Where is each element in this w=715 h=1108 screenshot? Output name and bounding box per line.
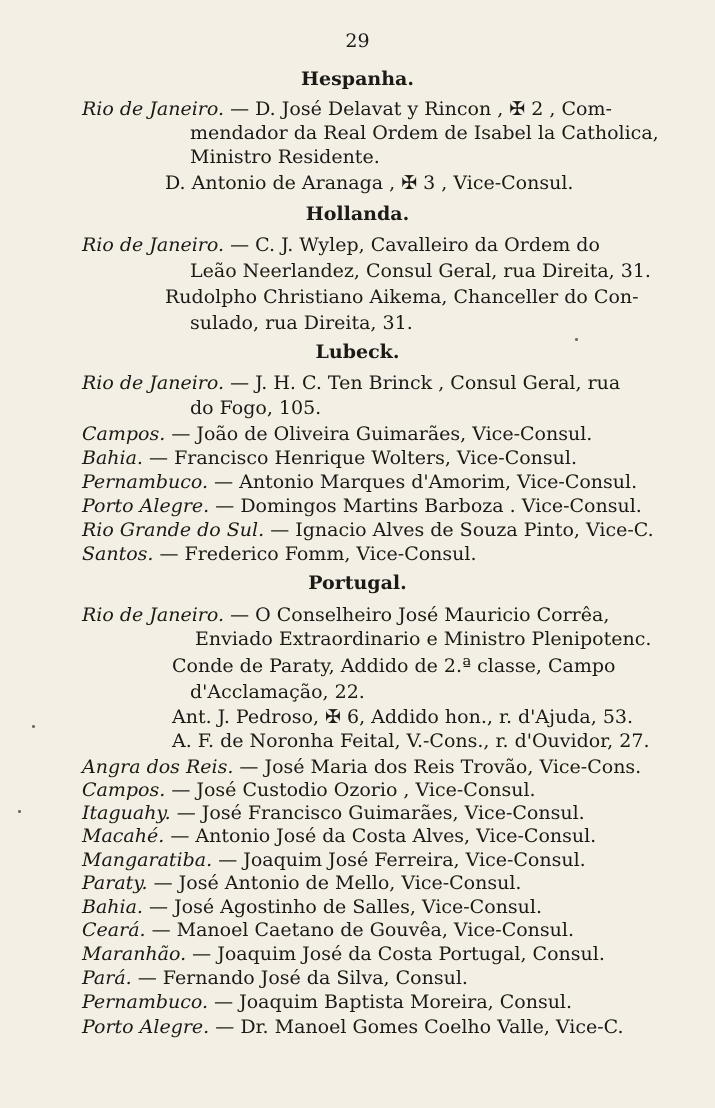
entry-text: — Antonio José da Costa Alves, Vice-Consul. [164,825,597,847]
entry-text: — Manoel Caetano de Gouvêa, Vice-Consul. [145,919,575,941]
entry-continuation: Conde de Paraty, Addido de 2.ª classe, Campo [172,655,616,677]
entry-place: Bahia. [82,447,143,469]
section-heading-portugal: Portugal. [308,572,407,594]
entry-text: — Francisco Henrique Wolters, Vice-Consul. [142,447,578,469]
entry-text: — José Agostinho de Salles, Vice-Consul. [142,896,542,918]
entry-portugal-ceara [82,917,682,943]
entry-place: Itaguahy. [82,802,171,824]
entry-text: — J. H. C. Ten Brinck , Consul Geral, rua [224,372,621,394]
section-heading-hespanha: Hespanha. [301,68,414,90]
entry-continuation: do Fogo, 105. [190,397,322,419]
entry-continuation: Rudolpho Christiano Aikema, Chanceller do Con- [165,286,639,308]
entry-text: — Frederico Fomm, Vice-Consul. [153,543,477,565]
entry-place: Bahia. [82,896,143,918]
entry-place: Ceará. [82,919,146,941]
paper-speck [18,810,21,813]
entry-text: — O Conselheiro José Mauricio Corrêa, [224,604,610,626]
entry-place: Pernambuco. [82,991,209,1013]
entry-continuation: mendador da Real Ordem de Isabel la Catholica, [190,122,659,144]
entry-place: Rio Grande do Sul. [82,519,265,541]
entry-place: Rio de Janeiro. [82,604,225,626]
entry-portugal-rio [82,602,682,628]
entry-lubeck-rio-grande [82,517,682,543]
entry-text: — José Custodio Ozorio , Vice-Consul. [165,779,536,801]
entry-lubeck-campos [82,421,682,447]
entry-continuation: Leão Neerlandez, Consul Geral, rua Direita, 31. [190,260,651,282]
entry-hollanda-rio [82,232,682,258]
entry-text: — José Maria dos Reis Trovão, Vice-Cons. [233,756,642,778]
entry-hespanha-rio [82,96,682,122]
entry-place: Macahé. [82,825,165,847]
entry-text: — Fernando José da Silva, Consul. [131,967,468,989]
entry-continuation: d'Acclamação, 22. [190,681,365,703]
entry-place: Porto Alegre. [82,495,210,517]
entry-text: — José Antonio de Mello, Vice-Consul. [147,872,522,894]
page-number: 29 [345,30,370,52]
entry-place: Rio de Janeiro. [82,98,225,120]
entry-portugal-porto-alegre [82,1014,682,1040]
entry-place: Santos. [82,543,154,565]
entry-continuation: Enviado Extraordinario e Ministro Plenipotenc. [195,628,652,650]
entry-text: — Dr. Manoel Gomes Coelho Valle, Vice-C. [209,1016,624,1038]
entry-portugal-macahe [82,823,682,849]
entry-continuation: Ant. J. Pedroso, ✠ 6, Addido hon., r. d'Ajuda, 53. [172,706,634,728]
entry-text: — C. J. Wylep, Cavalleiro da Ordem do [224,234,600,256]
paper-speck [32,725,35,728]
entry-place: Pará. [82,967,132,989]
entry-text: — Joaquim José da Costa Portugal, Consul. [186,943,605,965]
entry-continuation: Ministro Residente. [190,146,380,168]
entry-continuation: A. F. de Noronha Feital, V.-Cons., r. d'Ouvidor, 27. [172,730,650,752]
entry-text: — José Francisco Guimarães, Vice-Consul. [170,802,585,824]
entry-text: — Antonio Marques d'Amorim, Vice-Consul. [208,471,638,493]
entry-place: Pernambuco. [82,471,209,493]
entry-portugal-paraty [82,870,682,896]
entry-lubeck-pernambuco [82,469,682,495]
entry-portugal-pernambuco [82,989,682,1015]
entry-lubeck-porto-alegre [82,493,682,519]
entry-place: Angra dos Reis. [82,756,234,778]
entry-place: Campos. [82,779,166,801]
entry-lubeck-rio [82,370,682,396]
entry-text: — João de Oliveira Guimarães, Vice-Consul. [165,423,593,445]
entry-text: — Ignacio Alves de Souza Pinto, Vice-C. [264,519,654,541]
entry-place: Mangaratiba. [82,849,213,871]
entry-continuation: sulado, rua Direita, 31. [190,312,413,334]
entry-continuation: D. Antonio de Aranaga , ✠ 3 , Vice-Consul. [165,172,574,194]
entry-text: — Domingos Martins Barboza . Vice-Consul. [209,495,642,517]
entry-place: Paraty. [82,872,148,894]
section-heading-hollanda: Hollanda. [305,203,410,225]
entry-portugal-maranhao [82,941,682,967]
entry-text: — D. José Delavat y Rincon , ✠ 2 , Com- [224,98,612,120]
entry-text: — Joaquim Baptista Moreira, Consul. [208,991,573,1013]
entry-portugal-para [82,965,682,991]
entry-place: Rio de Janeiro. [82,372,225,394]
entry-place: Maranhão. [82,943,187,965]
entry-place: Porto Alegre. [82,1016,210,1038]
entry-place: Campos. [82,423,166,445]
entry-place: Rio de Janeiro. [82,234,225,256]
paper-speck [575,338,578,341]
entry-lubeck-santos [82,541,682,567]
entry-lubeck-bahia [82,445,682,471]
entry-text: — Joaquim José Ferreira, Vice-Consul. [212,849,586,871]
section-heading-lubeck: Lubeck. [315,341,400,363]
